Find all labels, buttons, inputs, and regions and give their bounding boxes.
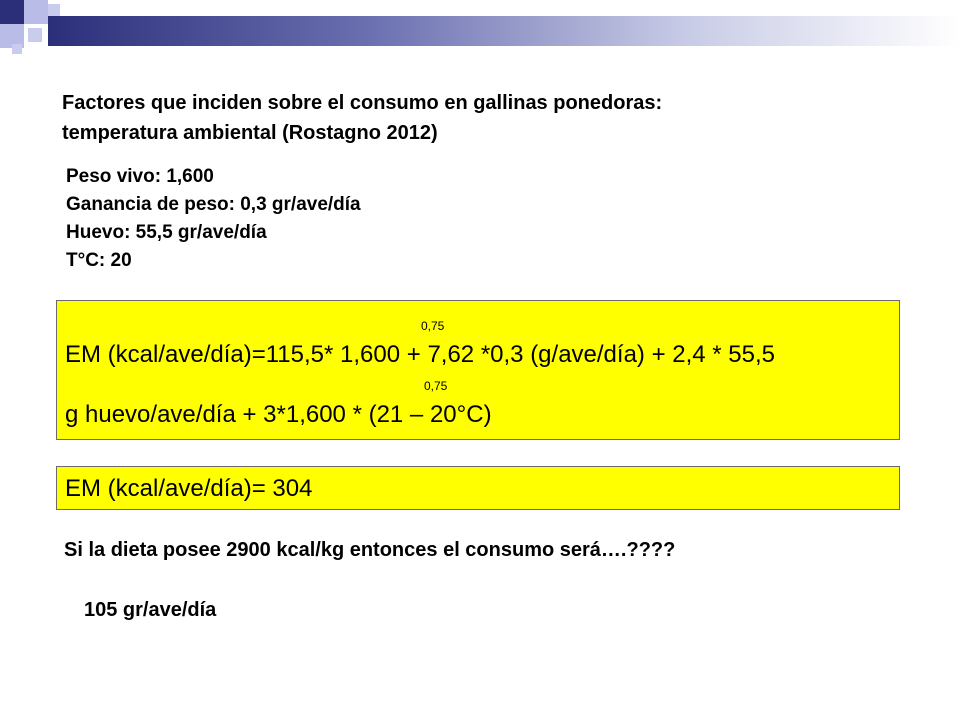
result-text: EM (kcal/ave/día)= 304 [65, 475, 313, 502]
param-weight-gain: Ganancia de peso: 0,3 gr/ave/día [66, 194, 361, 215]
decor-square-small [12, 44, 22, 54]
decor-square-small [28, 28, 42, 42]
exponent-2: 0,75 [424, 379, 448, 393]
exponent-1: 0,75 [421, 319, 445, 333]
decor-square-dark [0, 0, 24, 24]
title-line-2: temperatura ambiental (Rostagno 2012) [62, 122, 438, 144]
title-line-1: Factores que inciden sobre el consumo en gallinas ponedoras: [62, 92, 663, 114]
param-body-weight: Peso vivo: 1,600 [66, 166, 214, 187]
decor-square-small [48, 4, 60, 16]
parameters-list [66, 163, 361, 275]
result-box [56, 466, 900, 510]
equation-line-1: EM (kcal/ave/día)=115,5* 1,600 + 7,62 *0,3 (g/ave/día) + 2,4 * 55,5 [65, 341, 776, 368]
slide-title [62, 88, 922, 148]
equation-box [56, 300, 900, 440]
decor-square-light [24, 0, 48, 24]
answer-text: 105 gr/ave/día [84, 599, 217, 621]
param-egg: Huevo: 55,5 gr/ave/día [66, 222, 267, 243]
param-temperature: T°C: 20 [66, 250, 132, 271]
header-gradient-bar [48, 16, 960, 46]
equation-line-2: g huevo/ave/día + 3*1,600 * (21 – 20°C) [65, 401, 492, 428]
question-text: Si la dieta posee 2900 kcal/kg entonces el consumo será….???? [64, 539, 676, 561]
